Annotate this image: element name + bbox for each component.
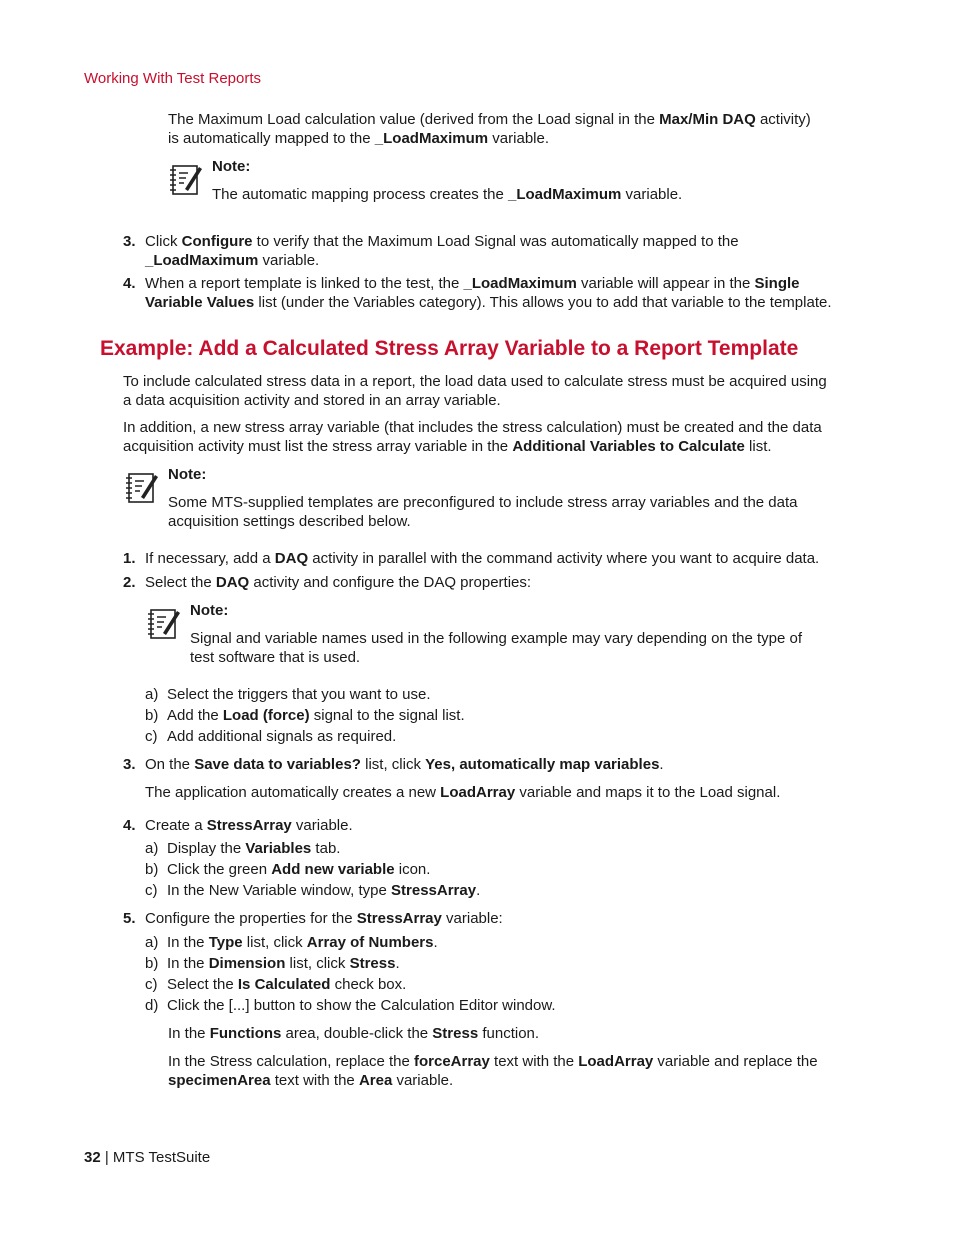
list-item: 4. When a report template is linked to the test, the _LoadMaximum variable will appear in the Single Variable Values list (under the Variables category). This allows you to add that variable to the template.: [123, 275, 832, 311]
note-icon: [168, 162, 202, 196]
list-item: 3. On the Save data to variables? list, click Yes, automatically map variables.: [123, 756, 664, 773]
list-item: d) Click the [...] button to show the Calculation Editor window.: [145, 997, 556, 1014]
list-item: 5. Configure the properties for the StressArray variable:: [123, 910, 503, 927]
note-text: Signal and variable names used in the following example may vary depending on the type of test software that is used.: [190, 630, 803, 666]
list-item: a) In the Type list, click Array of Numbers.: [145, 934, 438, 951]
list-item: c) Add additional signals as required.: [145, 728, 397, 745]
paragraph: To include calculated stress data in a report, the load data used to calculate stress must be acquired using a data acquisition activity and stored in an array variable.: [123, 373, 827, 409]
list-item: a) Select the triggers that you want to use.: [145, 686, 431, 703]
page-footer: 32 | MTS TestSuite: [84, 1149, 211, 1166]
note-icon: [124, 470, 158, 504]
list-item: 1. If necessary, add a DAQ activity in parallel with the command activity where you want to acquire data.: [123, 550, 820, 567]
list-item: c) In the New Variable window, type StressArray.: [145, 882, 481, 899]
paragraph: In the Stress calculation, replace the forceArray text with the LoadArray variable and replace the specimenArea text with the Area variable.: [168, 1053, 818, 1089]
list-item: c) Select the Is Calculated check box.: [145, 976, 407, 993]
section-header: Working With Test Reports: [84, 70, 262, 87]
note-title: Note:: [190, 602, 229, 619]
page-number: 32: [84, 1149, 101, 1166]
list-item: b) Click the green Add new variable icon.: [145, 861, 431, 878]
list-item: b) In the Dimension list, click Stress.: [145, 955, 400, 972]
paragraph: In addition, a new stress array variable (that includes the stress calculation) must be created and the data acquisition activity must list the stress array variable in the Additional Variables to Calculate list.: [123, 419, 822, 455]
paragraph: In the Functions area, double-click the Stress function.: [168, 1025, 540, 1042]
list-item: 4. Create a StressArray variable.: [123, 817, 353, 834]
list-item: b) Add the Load (force) signal to the signal list.: [145, 707, 465, 724]
intro-paragraph: The Maximum Load calculation value (derived from the Load signal in the Max/Min DAQ activity) is automatically mapped to the _LoadMaximum variable.: [168, 111, 811, 147]
list-item: a) Display the Variables tab.: [145, 840, 341, 857]
section-heading: Example: Add a Calculated Stress Array Variable to a Report Template: [100, 337, 799, 360]
list-item: 2. Select the DAQ activity and configure the DAQ properties:: [123, 574, 532, 591]
note-icon: [146, 606, 180, 640]
note-text: Some MTS-supplied templates are preconfigured to include stress array variables and the data acquisition settings described below.: [168, 494, 798, 530]
product-name: MTS TestSuite: [112, 1149, 211, 1166]
list-item: 3. Click Configure to verify that the Maximum Load Signal was automatically mapped to the _LoadMaximum variable.: [123, 233, 739, 269]
note-title: Note:: [212, 158, 251, 175]
step-result: The application automatically creates a new LoadArray variable and maps it to the Load signal.: [145, 784, 781, 801]
note-text: The automatic mapping process creates the _LoadMaximum variable.: [212, 186, 683, 203]
note-title: Note:: [168, 466, 207, 483]
